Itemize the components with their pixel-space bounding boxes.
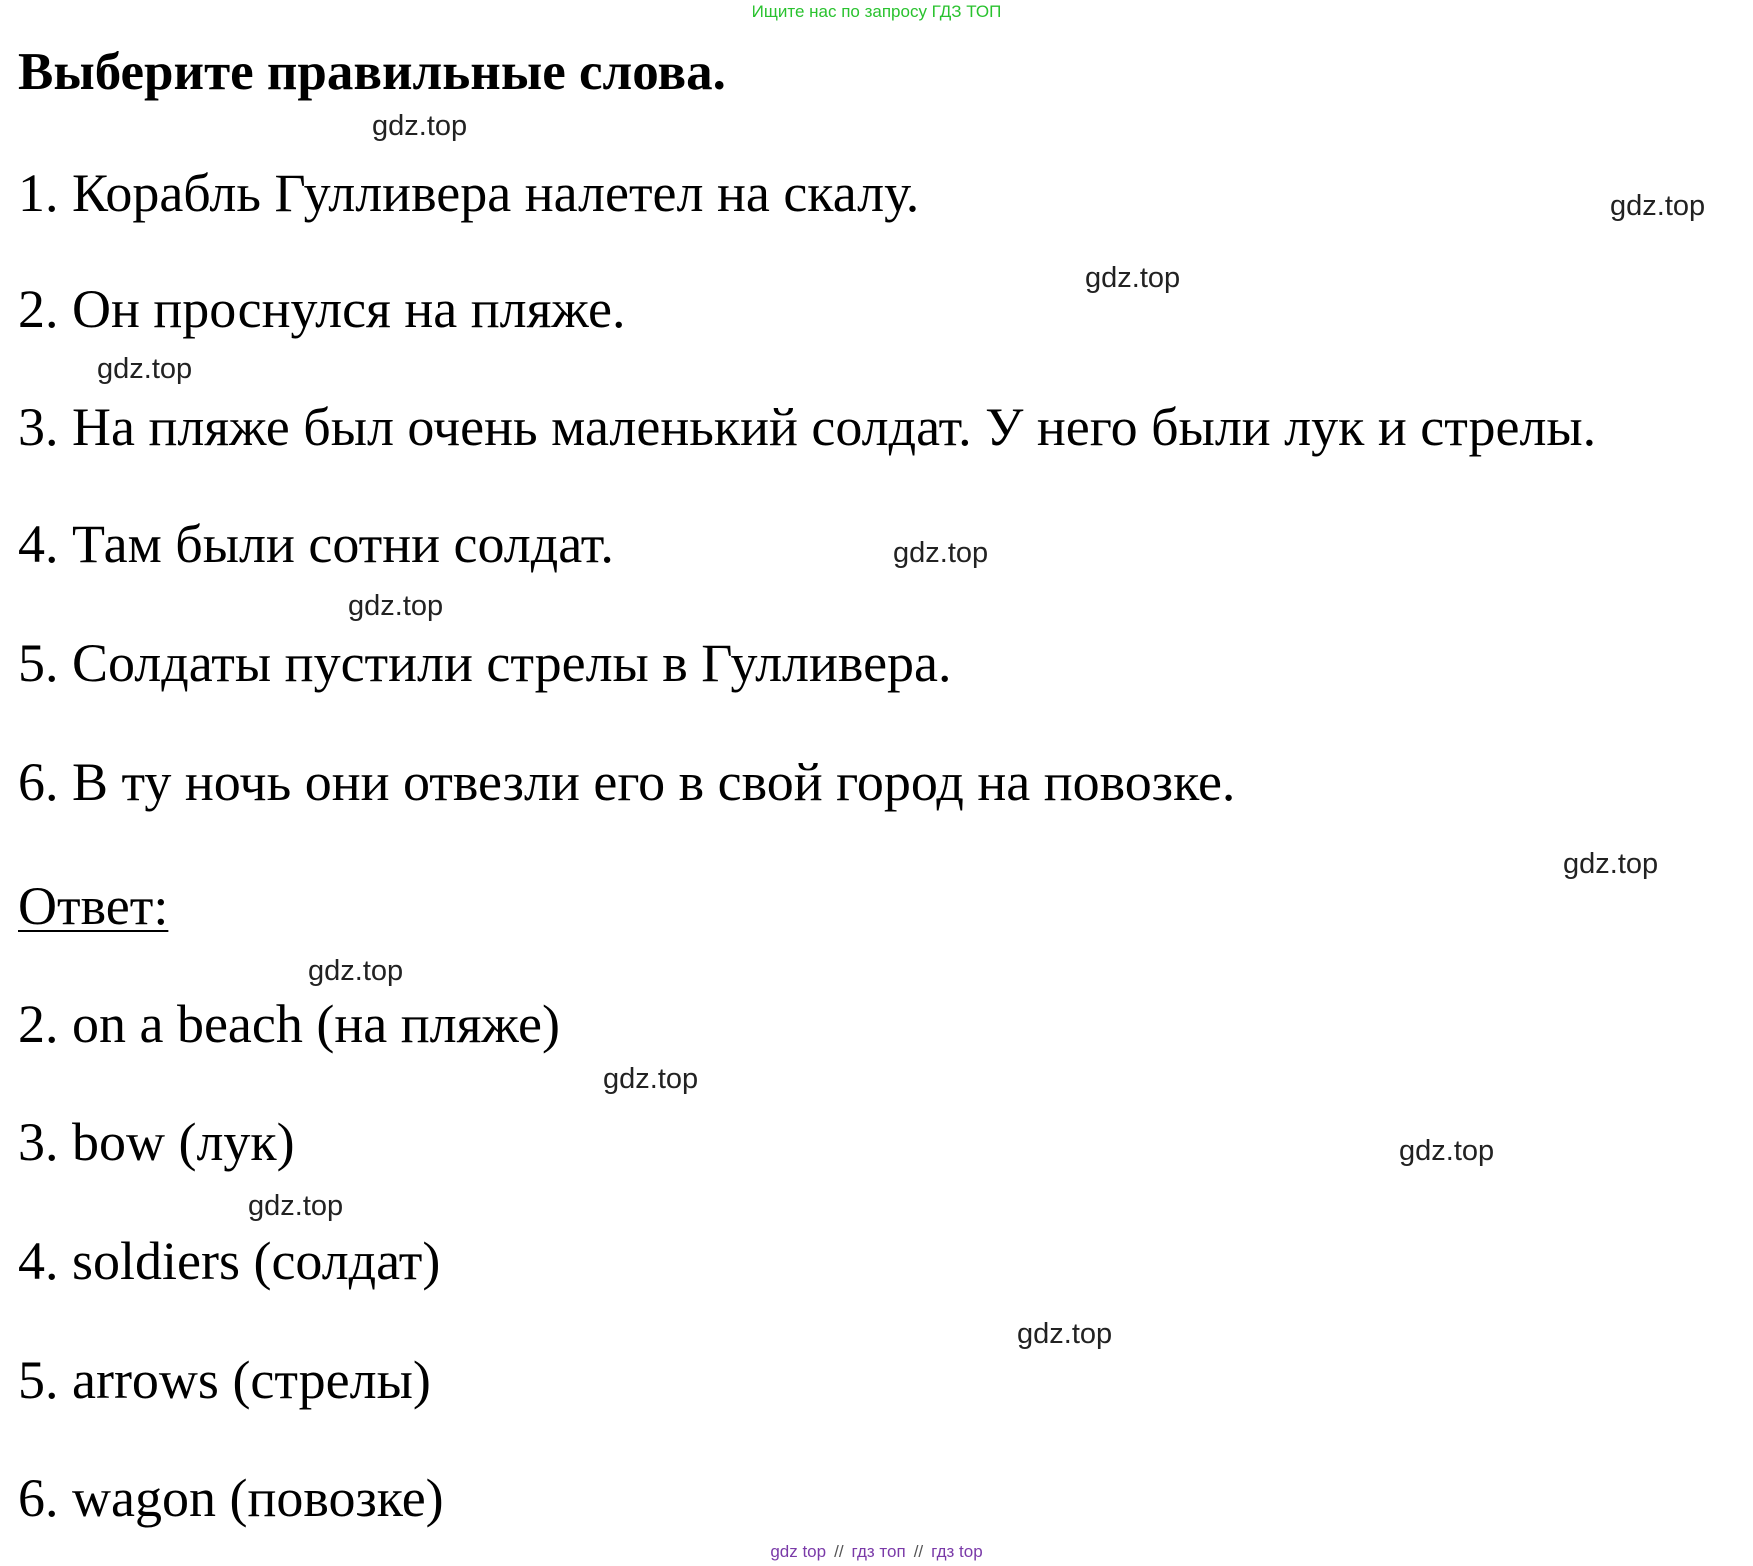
footer-separator: //	[834, 1542, 844, 1561]
answer-5: 5. arrows (стрелы)	[18, 1350, 431, 1410]
footer-separator: //	[913, 1542, 924, 1561]
watermark: gdz.top	[603, 1063, 699, 1095]
watermark: gdz.top	[308, 955, 404, 987]
question-3: 3. На пляже был очень маленький солдат. У него были лук и стрелы.	[18, 397, 1597, 457]
answer-label: Ответ:	[18, 876, 169, 936]
watermark: gdz.top	[348, 590, 444, 622]
question-1: 1. Корабль Гулливера налетел на скалу.	[18, 163, 920, 223]
footer-text-1: gdz top	[770, 1542, 827, 1561]
answer-3: 3. bow (лук)	[18, 1112, 295, 1172]
top-banner: Ищите нас по запросу ГДЗ ТОП	[751, 2, 1002, 21]
watermark: gdz.top	[1085, 262, 1181, 294]
exercise-heading: Выберите правильные слова.	[18, 43, 726, 101]
answer-4: 4. soldiers (солдат)	[18, 1231, 441, 1291]
watermark: gdz.top	[1399, 1135, 1495, 1167]
watermark: gdz.top	[248, 1190, 344, 1222]
footer	[0, 1542, 1753, 1562]
footer-text-2: гдз топ	[851, 1542, 906, 1561]
question-6: 6. В ту ночь они отвезли его в свой город на повозке.	[18, 752, 1236, 812]
watermark: gdz.top	[1017, 1318, 1113, 1350]
question-4: 4. Там были сотни солдат.	[18, 514, 614, 574]
answer-2: 2. on a beach (на пляже)	[18, 994, 560, 1054]
watermark: gdz.top	[1610, 190, 1706, 222]
footer-text-3: гдз top	[931, 1542, 983, 1561]
answer-6: 6. wagon (повозке)	[18, 1468, 444, 1528]
watermark: gdz.top	[97, 353, 193, 385]
question-2: 2. Он проснулся на пляже.	[18, 279, 626, 339]
watermark: gdz.top	[1563, 848, 1659, 880]
watermark: gdz.top	[372, 110, 468, 142]
question-5: 5. Солдаты пустили стрелы в Гулливера.	[18, 633, 952, 693]
watermark: gdz.top	[893, 537, 989, 569]
